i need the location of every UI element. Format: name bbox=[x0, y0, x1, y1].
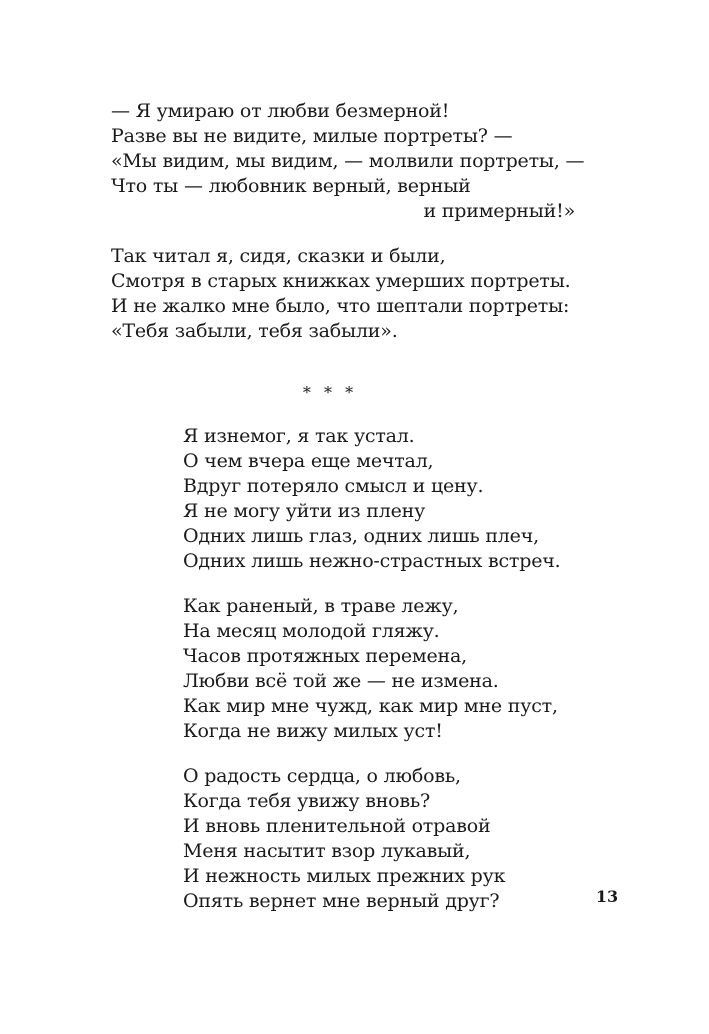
poem-line: На месяц молодой гляжу. bbox=[183, 620, 440, 642]
poem-line: Одних лишь нежно-страстных встреч. bbox=[183, 550, 561, 572]
poem-line: И вновь пленительной отравой bbox=[183, 815, 491, 837]
poem-line: «Мы видим, мы видим, — молвили портреты, — bbox=[111, 150, 585, 172]
poem-line: Как мир мне чужд, как мир мне пуст, bbox=[183, 695, 558, 717]
poem-line: Когда не вижу милых уст! bbox=[183, 720, 443, 742]
poem-stanza bbox=[111, 244, 575, 344]
poem-line: Так читал я, сидя, сказки и были, bbox=[111, 245, 446, 267]
poem-line: Меня насытит взор лукавый, bbox=[183, 840, 471, 862]
poem-stanza bbox=[183, 424, 560, 574]
poem-line: Разве вы не видите, милые портреты? — bbox=[111, 125, 513, 147]
poem-line: О радость сердца, о любовь, bbox=[183, 765, 461, 787]
poem-line: Часов протяжных перемена, bbox=[183, 645, 467, 667]
poem-line: И не жалко мне было, что шептали портреты: bbox=[111, 295, 570, 317]
section-separator: * * * bbox=[302, 383, 358, 402]
poem-line: Любви всё той же — не измена. bbox=[183, 670, 499, 692]
poem-stanza bbox=[111, 99, 585, 224]
poem-stanza bbox=[183, 764, 505, 914]
poem-line: Вдруг потеряло смысл и цену. bbox=[183, 475, 484, 497]
poem-line-continuation: и примерный!» bbox=[423, 200, 575, 222]
poem-line: Как раненый, в траве лежу, bbox=[183, 595, 459, 617]
poem-line: Одних лишь глаз, одних лишь плеч, bbox=[183, 525, 539, 547]
poem-line: Опять вернет мне верный друг? bbox=[183, 890, 500, 912]
poem-line: И нежность милых прежних рук bbox=[183, 865, 506, 887]
poem-line: Смотря в старых книжках умерших портреты. bbox=[111, 270, 571, 292]
poem-line: О чем вчера еще мечтал, bbox=[183, 450, 434, 472]
poem-line: «Тебя забыли, тебя забыли». bbox=[111, 320, 398, 342]
poem-stanza bbox=[183, 594, 558, 744]
poem-line: Я изнемог, я так устал. bbox=[183, 425, 415, 447]
poem-line: Что ты — любовник верный, верный bbox=[111, 175, 471, 197]
poem-line: — Я умираю от любви безмерной! bbox=[111, 100, 450, 122]
poem-line: Я не могу уйти из плену bbox=[183, 500, 426, 522]
poem-line: Когда тебя увижу вновь? bbox=[183, 790, 431, 812]
page-number: 13 bbox=[595, 887, 619, 906]
